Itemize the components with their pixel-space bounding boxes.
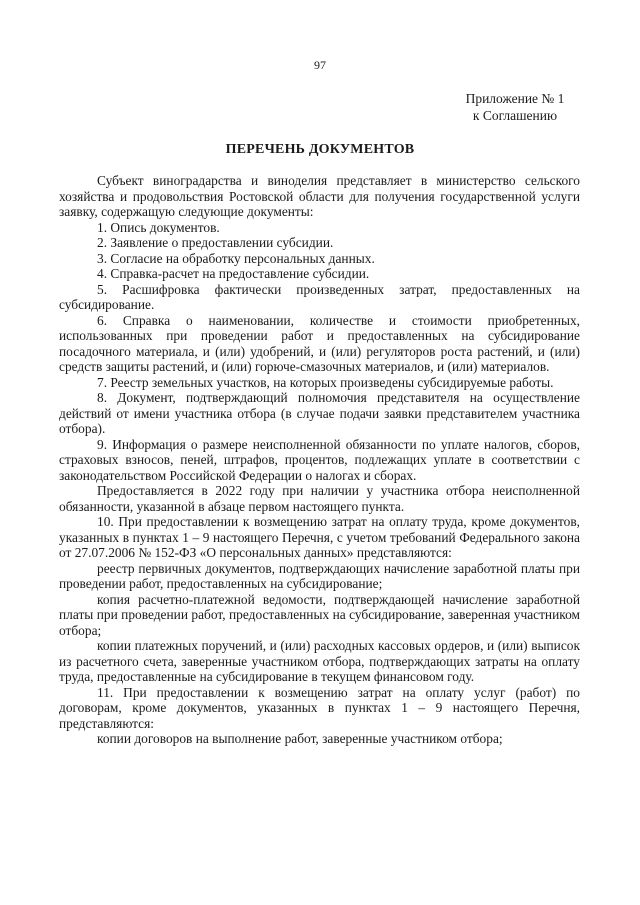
paragraph: 11. При предоставлении к возмещению затрат на оплату услуг (работ) по договорам, кроме документов, указанных в пунктах 1 – 9 настоящего Перечня, представляются: (59, 684, 580, 731)
paragraph: 8. Документ, подтверждающий полномочия представителя на осуществление действий от имени участника отбора (в случае подачи заявки представителем участника отбора). (59, 390, 580, 436)
paragraph: Субъект виноградарства и виноделия представляет в министерство сельского хозяйства и продовольствия Ростовской области для получения государственной услуги заявку, содержащую следующие документы: (59, 173, 580, 219)
paragraph: 10. При предоставлении к возмещению затрат на оплату труда, кроме документов, указанных в пунктах 1 – 9 настоящего Перечня, с учетом требований Федерального закона от 27.07.2006 № 152-ФЗ «О персональных данных» представляются: (59, 514, 580, 560)
paragraph: копии платежных поручений, и (или) расходных кассовых ордеров, и (или) выписок из расчетного счета, заверенные участником отбора, подтверждающих затраты на оплату труда, предоставленные на субсидирование в текущем финансовом году. (59, 638, 580, 684)
paragraph: 3. Согласие на обработку персональных данных. (97, 250, 375, 266)
paragraph: копия расчетно-платежной ведомости, подтверждающей начисление заработной платы при проведении работ, предоставленных на субсидирование, заверенная участником отбора; (59, 591, 580, 638)
paragraph: реестр первичных документов, подтверждающих начисление заработной платы при проведении работ, предоставленных на субсидирование; (59, 560, 580, 591)
paragraph: Предоставляется в 2022 году при наличии у участника отбора неисполненной обязанности, указанной в абзаце первом настоящего пункта. (59, 483, 580, 514)
page-number: 97 (314, 58, 326, 72)
document-title: ПЕРЕЧЕНЬ ДОКУМЕНТОВ (225, 142, 415, 157)
paragraph: 7. Реестр земельных участков, на которых произведены субсидируемые работы. (97, 374, 554, 390)
document-body (59, 173, 580, 747)
appendix-line-2: к Соглашению (472, 108, 558, 123)
paragraph: 9. Информация о размере неисполненной обязанности по уплате налогов, сборов, страховых взносов, пеней, штрафов, процентов, подлежащих уплате в соответствии с законодательством Российской Федерации о налогах и сборах. (59, 436, 580, 483)
paragraph: 2. Заявление о предоставлении субсидии. (97, 235, 334, 250)
paragraph: 4. Справка-расчет на предоставление субсидии. (97, 266, 370, 281)
paragraph: копии договоров на выполнение работ, заверенные участником отбора; (97, 731, 503, 746)
appendix-header (440, 90, 590, 124)
paragraph: 6. Справка о наименовании, количестве и стоимости приобретенных, использованных при проведении работ и предоставленных на субсидирование посадочного материала, и (или) удобрений, и (или) регуляторов роста растений, и (или) средств защиты растений, и (или) горюче-смазочных материалов, и (или) материалов. (59, 312, 580, 374)
paragraph: 1. Опись документов. (97, 219, 220, 235)
paragraph: 5. Расшифровка фактически произведенных затрат, предоставленных на субсидирование. (59, 281, 580, 312)
appendix-line-1: Приложение № 1 (465, 91, 565, 106)
